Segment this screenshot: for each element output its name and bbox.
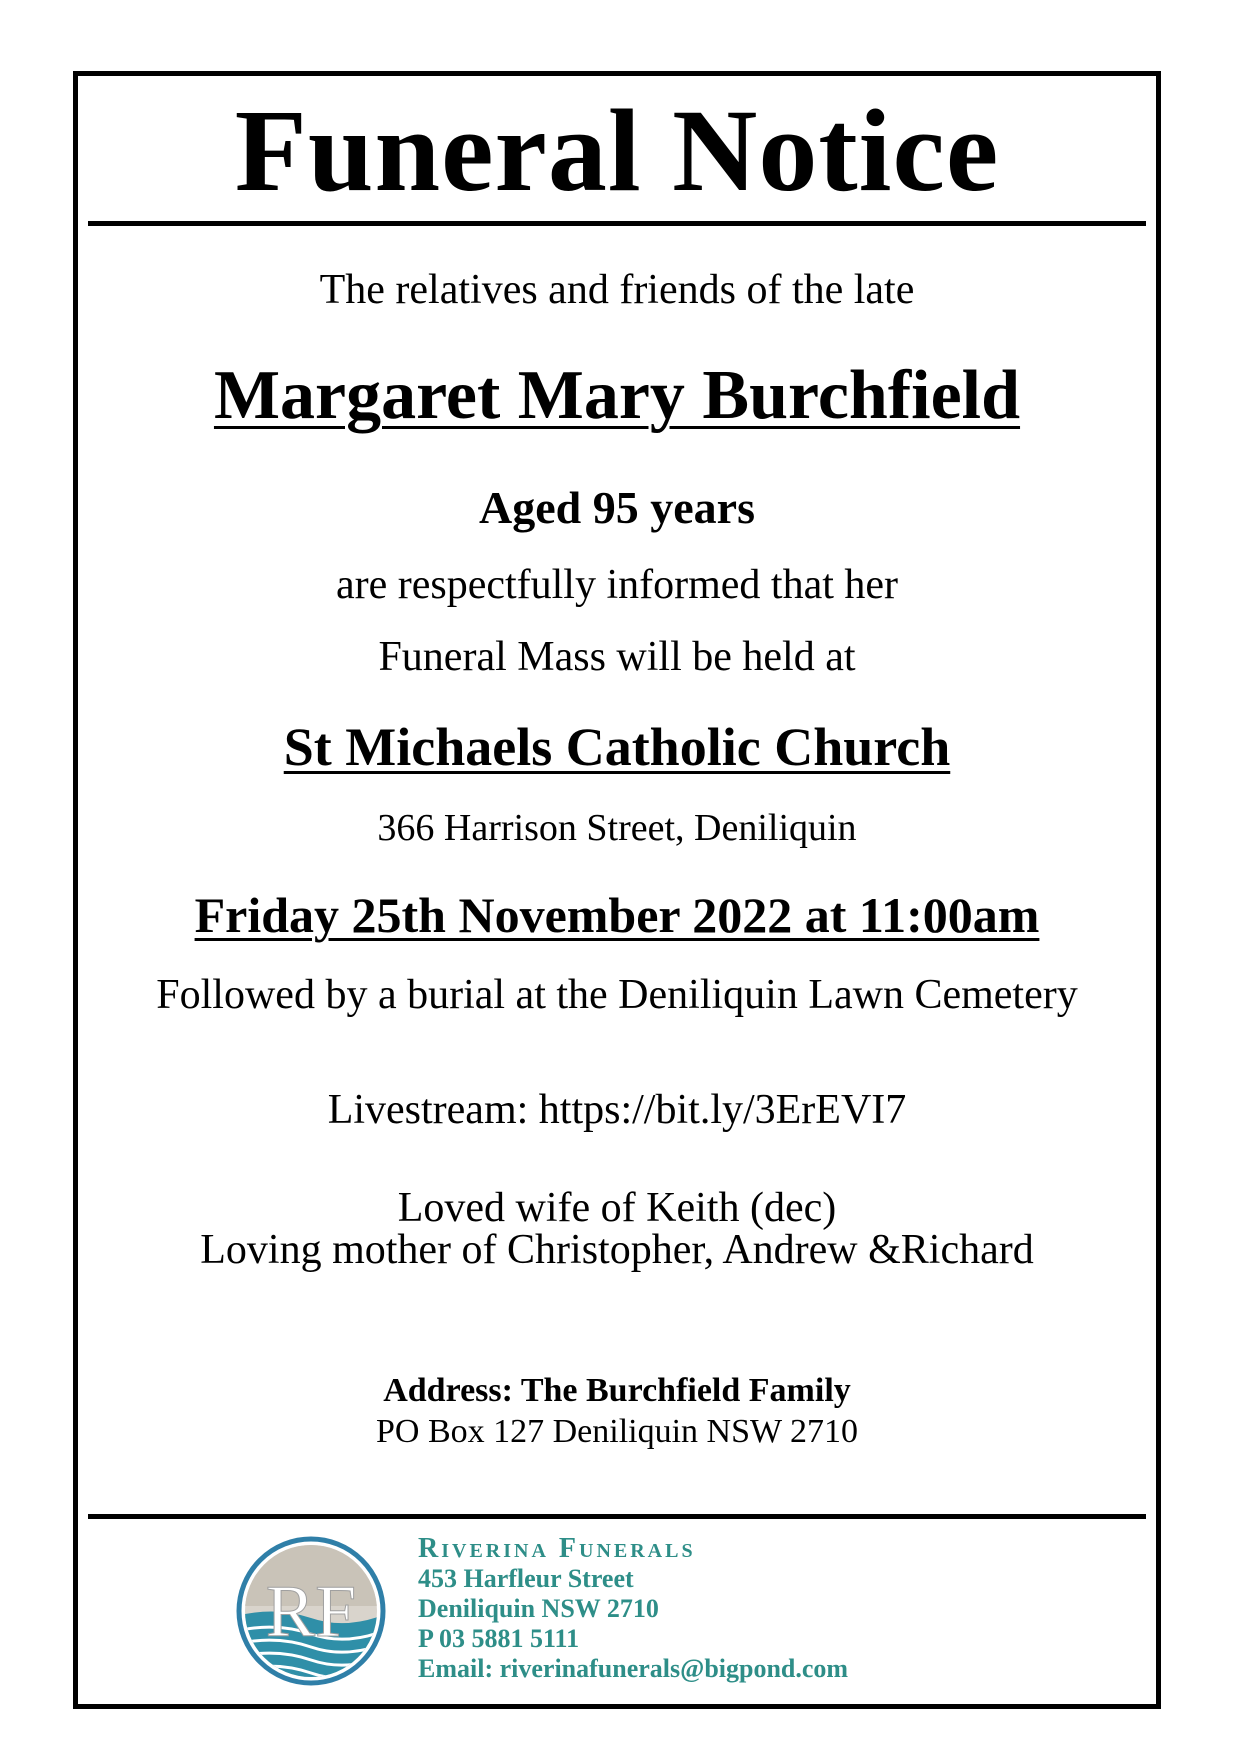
funeral-home-phone: P 03 5881 5111: [418, 1624, 580, 1653]
notice-frame: [73, 71, 1161, 1709]
funeral-home-name: Riverina Funerals: [418, 1533, 696, 1564]
informed-line-1: are respectfully informed that her: [335, 562, 899, 608]
logo-monogram: RF: [265, 1571, 357, 1653]
deceased-age: Aged 95 years: [479, 482, 755, 533]
funeral-home-details: [418, 1534, 848, 1684]
riverina-funerals-logo-icon: [236, 1536, 386, 1686]
church-address: 366 Harrison Street, Deniliquin: [377, 807, 857, 849]
service-datetime: Friday 25th November 2022 at 11:00am: [194, 887, 1040, 943]
title-divider: [88, 221, 1146, 226]
intro-text: The relatives and friends of the late: [319, 267, 915, 313]
livestream-link[interactable]: Livestream: https://bit.ly/3ErEVI7: [327, 1087, 907, 1133]
church-name: St Michaels Catholic Church: [283, 717, 951, 777]
family-address-label: Address: The Burchfield Family: [383, 1372, 851, 1409]
notice-title: Funeral Notice: [234, 85, 1000, 216]
funeral-home-town: Deniliquin NSW 2710: [418, 1594, 659, 1623]
funeral-home-street: 453 Harfleur Street: [418, 1564, 634, 1593]
loving-mother-line: Loving mother of Christopher, Andrew &Richard: [200, 1227, 1034, 1273]
informed-line-2: Funeral Mass will be held at: [378, 634, 856, 680]
deceased-name: Margaret Mary Burchfield: [213, 357, 1021, 434]
burial-text: Followed by a burial at the Deniliquin Lawn Cemetery: [156, 972, 1078, 1018]
family-po-box: PO Box 127 Deniliquin NSW 2710: [375, 1413, 858, 1450]
footer-divider: [88, 1514, 1146, 1519]
loved-wife-line: Loved wife of Keith (dec): [397, 1185, 837, 1231]
funeral-home-email[interactable]: Email: riverinafunerals@bigpond.com: [418, 1654, 849, 1683]
